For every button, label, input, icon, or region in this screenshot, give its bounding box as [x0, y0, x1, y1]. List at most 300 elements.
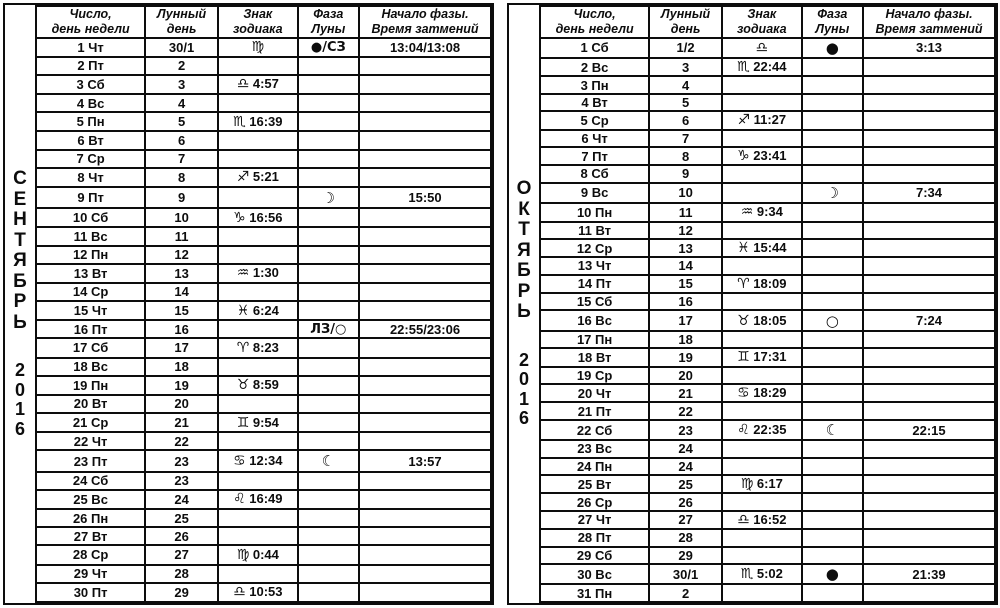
cell-date-weekday: 10 Пн [540, 203, 649, 221]
cell-lunar-day: 15 [145, 301, 218, 320]
cell-zodiac-sign [218, 358, 298, 376]
cell-lunar-day: 21 [145, 413, 218, 432]
cell-moon-phase [298, 227, 359, 245]
table-row [540, 564, 995, 584]
zodiac-time: 6:24 [249, 302, 279, 318]
cell-moon-phase [802, 402, 863, 419]
cell-zodiac-sign [722, 440, 802, 457]
cell-date-weekday: 15 Сб [540, 293, 649, 310]
cell-moon-phase [802, 367, 863, 384]
cell-lunar-day: 13 [145, 264, 218, 283]
table-row [540, 111, 995, 129]
month-letter: О [516, 178, 532, 200]
table-row [36, 545, 491, 564]
cell-moon-phase [802, 203, 863, 221]
cell-phase-time [359, 490, 491, 509]
cell-zodiac-sign [218, 565, 298, 583]
zodiac-time: 15:44 [749, 240, 787, 256]
month-letter: Т [518, 219, 530, 241]
cell-lunar-day: 3 [145, 75, 218, 94]
month-letter: Р [517, 280, 531, 302]
cell-phase-time: 22:15 [863, 420, 995, 440]
cell-moon-phase [298, 490, 359, 509]
table-row [36, 264, 491, 283]
zodiac-time: 12:34 [245, 453, 283, 469]
table-row [540, 147, 995, 165]
zodiac-time: 6:17 [753, 476, 783, 492]
cell-date-weekday: 25 Вт [540, 475, 649, 493]
cell-phase-time [359, 208, 491, 227]
column-header-line: зодиака [232, 21, 283, 36]
cell-lunar-day: 26 [649, 493, 722, 510]
cell-date-weekday: 22 Чт [36, 432, 145, 450]
cell-date-weekday: 12 Пн [36, 246, 145, 264]
year-label [519, 351, 529, 429]
zodiac-icon: ♉ [236, 377, 250, 394]
lunar-table-september [35, 5, 492, 603]
table-row [36, 131, 491, 149]
cell-date-weekday: 26 Ср [540, 493, 649, 510]
cell-date-weekday: 3 Сб [36, 75, 145, 94]
cell-lunar-day: 10 [145, 208, 218, 227]
cell-moon-phase [802, 130, 863, 147]
year-digit: 2 [14, 360, 25, 381]
cell-moon-phase [298, 527, 359, 545]
month-strip-october [509, 5, 539, 603]
cell-moon-phase: ●/СЗ [298, 38, 359, 57]
cell-phase-time [359, 168, 491, 187]
zodiac-icon: ♓ [236, 302, 250, 319]
cell-date-weekday: 27 Вт [36, 527, 145, 545]
column-header [722, 6, 802, 38]
cell-date-weekday: 11 Вс [36, 227, 145, 245]
table-row [36, 358, 491, 376]
cell-zodiac-sign [722, 458, 802, 475]
zodiac-icon: ♎ [233, 584, 246, 601]
column-header-line: Знак [243, 7, 273, 21]
cell-phase-time [863, 257, 995, 274]
cell-phase-time [359, 472, 491, 490]
column-header-line: день [670, 21, 701, 36]
column-header [298, 6, 359, 38]
zodiac-icon: ♏ [740, 566, 754, 583]
cell-zodiac-sign [218, 509, 298, 527]
cell-phase-time [863, 493, 995, 510]
cell-date-weekday: 17 Пн [540, 331, 649, 348]
cell-moon-phase [298, 413, 359, 432]
header-row [36, 6, 491, 38]
column-header-line: Знак [747, 7, 777, 21]
cell-zodiac-sign [218, 94, 298, 112]
cell-lunar-day: 14 [649, 257, 722, 274]
cell-lunar-day: 18 [145, 358, 218, 376]
cell-phase-time [863, 222, 995, 239]
cell-lunar-day: 23 [649, 420, 722, 440]
month-letter: Н [13, 209, 27, 231]
month-letter: Б [517, 260, 531, 282]
table-row [540, 222, 995, 239]
cell-date-weekday: 7 Пт [540, 147, 649, 165]
column-header-line: зодиака [736, 21, 787, 36]
column-header [359, 6, 491, 38]
year-digit: 2 [518, 349, 529, 370]
cell-date-weekday: 21 Пт [540, 402, 649, 419]
cell-date-weekday: 24 Сб [36, 472, 145, 490]
table-row [540, 458, 995, 475]
cell-zodiac-sign [218, 150, 298, 168]
cell-zodiac-sign [218, 57, 298, 75]
cell-date-weekday: 23 Вс [540, 440, 649, 457]
cell-phase-time [359, 509, 491, 527]
cell-moon-phase [802, 76, 863, 93]
cell-zodiac-sign [722, 310, 802, 330]
zodiac-time: 18:09 [749, 275, 787, 291]
cell-zodiac-sign [722, 111, 802, 129]
cell-phase-time [863, 367, 995, 384]
cell-moon-phase [802, 111, 863, 129]
cell-zodiac-sign [722, 239, 802, 257]
cell-moon-phase: ● [802, 564, 863, 584]
year-label [15, 361, 25, 439]
table-row [540, 94, 995, 111]
zodiac-icon: ♈ [737, 275, 750, 292]
cell-phase-time: 21:39 [863, 564, 995, 584]
cell-date-weekday: 16 Вс [540, 310, 649, 330]
cell-moon-phase [298, 264, 359, 283]
cell-zodiac-sign [218, 413, 298, 432]
table-row [36, 583, 491, 602]
cell-phase-time [863, 203, 995, 221]
cell-zodiac-sign [722, 183, 802, 203]
year-digit: 1 [14, 399, 25, 420]
table-row [540, 440, 995, 457]
cell-moon-phase: ☽ [298, 187, 359, 208]
cell-zodiac-sign [722, 203, 802, 221]
month-letter: Е [13, 188, 27, 210]
cell-zodiac-sign [218, 131, 298, 149]
cell-lunar-day: 11 [145, 227, 218, 245]
cell-date-weekday: 8 Чт [36, 168, 145, 187]
zodiac-time: 16:49 [245, 491, 283, 507]
cell-moon-phase [802, 257, 863, 274]
cell-date-weekday: 28 Пт [540, 529, 649, 546]
column-header [863, 6, 995, 38]
table-row [36, 246, 491, 264]
cell-moon-phase [298, 583, 359, 602]
cell-lunar-day: 1/2 [649, 38, 722, 58]
cell-zodiac-sign [218, 283, 298, 301]
cell-zodiac-sign [722, 584, 802, 602]
table-row [540, 475, 995, 493]
cell-lunar-day: 17 [145, 338, 218, 357]
column-header [36, 6, 145, 38]
cell-zodiac-sign [722, 165, 802, 182]
cell-moon-phase [298, 395, 359, 413]
table-row [540, 310, 995, 330]
zodiac-icon: ♉ [737, 312, 750, 329]
table-row [36, 57, 491, 75]
zodiac-icon: ♊ [737, 349, 750, 366]
month-letter: К [518, 198, 530, 220]
table-row [540, 493, 995, 510]
cell-phase-time [359, 432, 491, 450]
cell-lunar-day: 18 [649, 331, 722, 348]
cell-moon-phase: ☾ [298, 450, 359, 471]
cell-moon-phase [802, 331, 863, 348]
cell-moon-phase [298, 338, 359, 357]
cell-phase-time [359, 395, 491, 413]
cell-phase-time: 13:57 [359, 450, 491, 471]
cell-phase-time [863, 94, 995, 111]
cell-lunar-day: 20 [649, 367, 722, 384]
zodiac-time: 10:53 [245, 584, 283, 600]
column-header-line: Число, [69, 7, 112, 21]
cell-date-weekday: 29 Сб [540, 547, 649, 564]
cell-date-weekday: 25 Вс [36, 490, 145, 509]
cell-phase-time [863, 58, 995, 76]
cell-phase-time [863, 384, 995, 402]
cell-moon-phase [298, 472, 359, 490]
table-row [540, 38, 995, 58]
cell-zodiac-sign [218, 450, 298, 471]
cell-phase-time [359, 283, 491, 301]
cell-phase-time: 22:55/23:06 [359, 320, 491, 338]
cell-date-weekday: 13 Чт [540, 257, 649, 274]
month-letter: Ь [517, 301, 531, 323]
zodiac-time: 16:56 [245, 209, 283, 225]
cell-zodiac-sign [722, 222, 802, 239]
column-header-line: день [166, 21, 197, 36]
cell-phase-time [863, 529, 995, 546]
cell-lunar-day: 29 [649, 547, 722, 564]
cell-date-weekday: 19 Пн [36, 376, 145, 395]
cell-date-weekday: 27 Чт [540, 511, 649, 529]
cell-moon-phase [802, 94, 863, 111]
column-header-line: Фаза [817, 7, 848, 21]
cell-date-weekday: 1 Чт [36, 38, 145, 57]
column-header [649, 6, 722, 38]
cell-lunar-day: 5 [145, 112, 218, 131]
cell-moon-phase [802, 493, 863, 510]
zodiac-icon: ♒ [236, 265, 250, 282]
table-row [36, 150, 491, 168]
table-row [36, 283, 491, 301]
cell-lunar-day: 15 [649, 275, 722, 293]
cell-lunar-day: 25 [145, 509, 218, 527]
column-header [802, 6, 863, 38]
cell-zodiac-sign [218, 320, 298, 338]
year-digit: 6 [518, 408, 529, 429]
month-label [13, 169, 27, 333]
zodiac-time: 8:59 [249, 377, 279, 393]
zodiac-icon: ♍ [251, 39, 265, 56]
month-letter: Р [13, 291, 27, 313]
cell-phase-time [863, 458, 995, 475]
column-header-line: Начало фазы. [885, 7, 973, 21]
cell-moon-phase [298, 94, 359, 112]
zodiac-time: 9:34 [753, 204, 783, 220]
cell-zodiac-sign [218, 432, 298, 450]
cell-moon-phase [298, 509, 359, 527]
cell-date-weekday: 31 Пн [540, 584, 649, 602]
cell-moon-phase [298, 57, 359, 75]
cell-moon-phase [298, 376, 359, 395]
cell-moon-phase [298, 301, 359, 320]
table-row [540, 239, 995, 257]
table-row [540, 511, 995, 529]
cell-phase-time [863, 165, 995, 182]
table-row [540, 367, 995, 384]
column-header-line: Лунный [157, 7, 207, 21]
table-row [36, 320, 491, 338]
zodiac-icon: ♈ [236, 339, 250, 356]
cell-zodiac-sign [218, 301, 298, 320]
month-letter: Я [517, 239, 531, 261]
cell-moon-phase [802, 239, 863, 257]
table-row [36, 432, 491, 450]
cell-moon-phase [802, 222, 863, 239]
cell-moon-phase [298, 112, 359, 131]
cell-phase-time [359, 583, 491, 602]
table-row [36, 338, 491, 357]
zodiac-icon: ♎ [755, 39, 769, 56]
table-row [540, 584, 995, 602]
zodiac-icon: ♊ [236, 414, 250, 431]
cell-phase-time [863, 511, 995, 529]
table-row [36, 490, 491, 509]
cell-zodiac-sign [722, 420, 802, 440]
cell-moon-phase [802, 547, 863, 564]
zodiac-icon: ♑ [233, 209, 246, 226]
year-digit: 6 [14, 418, 25, 439]
cell-zodiac-sign [218, 38, 298, 57]
cell-phase-time [359, 131, 491, 149]
cell-lunar-day: 27 [649, 511, 722, 529]
zodiac-icon: ♋ [737, 385, 750, 402]
cell-phase-time [863, 76, 995, 93]
cell-lunar-day: 30/1 [145, 38, 218, 57]
cell-zodiac-sign [218, 338, 298, 357]
zodiac-time: 0:44 [249, 546, 279, 562]
cell-phase-time [863, 440, 995, 457]
cell-date-weekday: 26 Пн [36, 509, 145, 527]
cell-lunar-day: 19 [649, 348, 722, 366]
cell-phase-time [863, 239, 995, 257]
cell-moon-phase [298, 131, 359, 149]
cell-moon-phase [298, 168, 359, 187]
cell-phase-time [863, 130, 995, 147]
cell-date-weekday: 14 Пт [540, 275, 649, 293]
zodiac-time: 4:57 [249, 76, 279, 92]
cell-lunar-day: 2 [145, 57, 218, 75]
table-row [540, 420, 995, 440]
cell-zodiac-sign [218, 472, 298, 490]
zodiac-time: 1:30 [249, 265, 279, 281]
zodiac-time: 8:23 [249, 339, 279, 355]
zodiac-icon: ♑ [737, 148, 750, 165]
cell-moon-phase [298, 358, 359, 376]
cell-lunar-day: 16 [649, 293, 722, 310]
cell-moon-phase [802, 275, 863, 293]
cell-phase-time [863, 331, 995, 348]
cell-zodiac-sign [722, 257, 802, 274]
cell-zodiac-sign [218, 527, 298, 545]
cell-phase-time [863, 547, 995, 564]
cell-lunar-day: 4 [649, 76, 722, 93]
cell-lunar-day: 8 [145, 168, 218, 187]
table-row [540, 257, 995, 274]
cell-moon-phase [802, 348, 863, 366]
table-row [36, 472, 491, 490]
cell-moon-phase [802, 475, 863, 493]
cell-lunar-day: 9 [145, 187, 218, 208]
cell-lunar-day: 7 [649, 130, 722, 147]
zodiac-time: 11:27 [750, 112, 787, 128]
cell-zodiac-sign [218, 112, 298, 131]
zodiac-time: 18:29 [749, 385, 787, 401]
cell-lunar-day: 24 [649, 458, 722, 475]
cell-zodiac-sign [218, 227, 298, 245]
month-letter: Я [13, 250, 27, 272]
cell-date-weekday: 3 Пн [540, 76, 649, 93]
cell-lunar-day: 27 [145, 545, 218, 564]
table-row [36, 38, 491, 57]
cell-phase-time [359, 75, 491, 94]
table-row [36, 376, 491, 395]
cell-zodiac-sign [722, 529, 802, 546]
cell-lunar-day: 29 [145, 583, 218, 602]
column-header-line: Начало фазы. [381, 7, 469, 21]
cell-date-weekday: 12 Ср [540, 239, 649, 257]
table-row [540, 529, 995, 546]
cell-date-weekday: 17 Сб [36, 338, 145, 357]
cell-phase-time [359, 264, 491, 283]
cell-lunar-day: 16 [145, 320, 218, 338]
table-row [36, 75, 491, 94]
cell-zodiac-sign [722, 38, 802, 58]
cell-zodiac-sign [722, 331, 802, 348]
cell-date-weekday: 30 Пт [36, 583, 145, 602]
cell-moon-phase [802, 440, 863, 457]
column-header [145, 6, 218, 38]
cell-phase-time: 13:04/13:08 [359, 38, 491, 57]
zodiac-icon: ♒ [740, 204, 754, 221]
cell-moon-phase: ☽ [802, 183, 863, 203]
cell-phase-time [359, 94, 491, 112]
cell-lunar-day: 7 [145, 150, 218, 168]
table-row [36, 527, 491, 545]
month-strip-september [5, 5, 35, 603]
table-row [36, 112, 491, 131]
cell-lunar-day: 11 [649, 203, 722, 221]
table-row [540, 348, 995, 366]
cell-zodiac-sign [722, 511, 802, 529]
cell-date-weekday: 2 Вс [540, 58, 649, 76]
cell-date-weekday: 29 Чт [36, 565, 145, 583]
cell-date-weekday: 1 Сб [540, 38, 649, 58]
cell-phase-time [359, 376, 491, 395]
zodiac-time: 16:39 [245, 113, 283, 129]
cell-zodiac-sign [218, 490, 298, 509]
cell-date-weekday: 28 Ср [36, 545, 145, 564]
cell-phase-time [359, 413, 491, 432]
cell-lunar-day: 23 [145, 450, 218, 471]
cell-phase-time [863, 147, 995, 165]
cell-zodiac-sign [218, 208, 298, 227]
table-row [540, 293, 995, 310]
zodiac-time: 22:44 [749, 59, 787, 75]
table-row [540, 203, 995, 221]
